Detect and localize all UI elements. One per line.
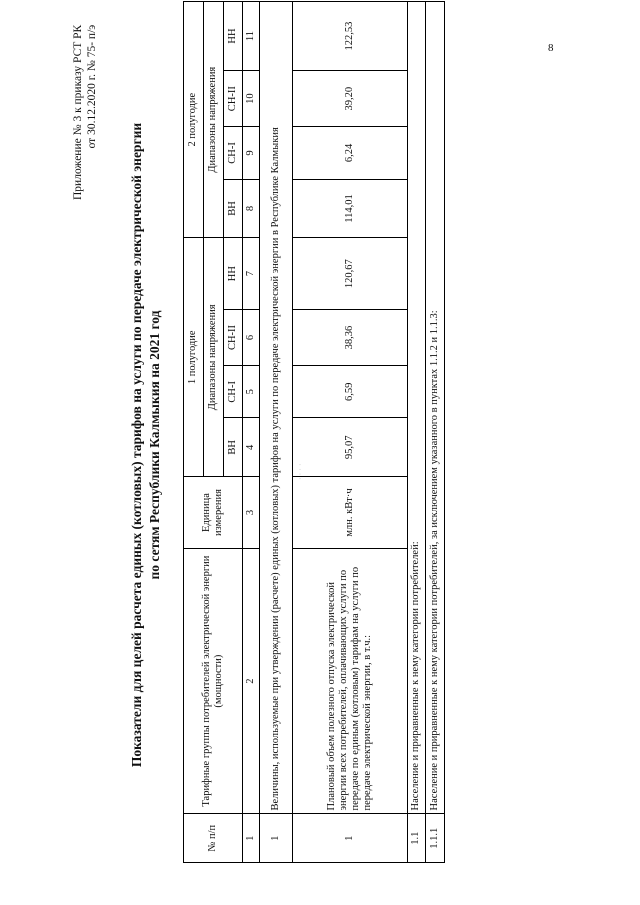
appendix-note [71, 25, 99, 200]
appendix-line-2: от 30.12.2020 г. № 75- п/э [86, 24, 98, 149]
header-voltage: НН [223, 238, 243, 310]
row-1-unit: млн. кВт·ч [293, 477, 407, 549]
section-1-text: Величины, используемые при утверждении (расчете) единых (котловых) тарифов на услуги по передаче электрической энергии в Республике Калмыкия [259, 2, 292, 814]
header-half-1: 1 полугодие [184, 238, 204, 477]
header-voltage: СН-I [223, 366, 243, 418]
scan-artifact: · · · · [296, 463, 305, 480]
row-1-1-num: 1.1 [407, 814, 426, 863]
page-number: 8 [548, 42, 554, 54]
header-group: Тарифные группы потребителей электрической энергии (мощности) [184, 548, 243, 814]
row-1-value: 38,36 [293, 309, 407, 365]
row-1-value: 114,01 [293, 179, 407, 238]
header-voltage: СН-II [223, 309, 243, 365]
row-1-1-1-num: 1.1.1 [426, 814, 445, 863]
col-number: 9 [243, 127, 260, 179]
header-voltage: СН-II [223, 71, 243, 127]
col-number: 11 [243, 2, 260, 71]
row-1-value: 6,24 [293, 127, 407, 179]
section-1-num: 1 [259, 814, 292, 863]
row-1-value: 39,20 [293, 71, 407, 127]
header-num: № п/п [184, 814, 243, 863]
row-1-value: 95,07 [293, 418, 407, 477]
row-1-value: 120,67 [293, 238, 407, 310]
header-half-2: 2 полугодие [184, 2, 204, 238]
row-1-num: 1 [293, 814, 407, 863]
row-1-value: 122,53 [293, 2, 407, 71]
col-number: 3 [243, 477, 260, 549]
tariff-table [183, 1, 445, 863]
row-1-1-1-text: Население и приравненные к нему категории потребителей, за исключением указанного в пунктах 1.1.2 и 1.1.3: [426, 2, 445, 814]
header-voltage: СН-I [223, 127, 243, 179]
col-number: 6 [243, 309, 260, 365]
appendix-line-1: Приложение № 3 к приказу РСТ РК [72, 24, 84, 200]
title-line-1: Показатели для целей расчета единых (котловых) тарифов на услуги по передаче электрической энергии [129, 122, 144, 768]
header-unit: Единица измерения [184, 477, 243, 549]
document-title [128, 45, 164, 845]
col-number: 8 [243, 179, 260, 238]
header-voltage: ВН [223, 179, 243, 238]
col-number: 4 [243, 418, 260, 477]
header-voltage: ВН [223, 418, 243, 477]
row-1-text: Плановый объем полезного отпуска электрической энергии всех потребителей, оплачивающих услуги по передаче по единым (котловым) тарифам на услуги по передаче электрической энергии, в т.ч.: [293, 548, 407, 814]
row-1-value: 6,59 [293, 366, 407, 418]
header-voltage: НН [223, 2, 243, 71]
col-number: 1 [243, 814, 260, 863]
header-ranges-1: Диапазоны напряжения [203, 238, 223, 477]
col-number: 7 [243, 238, 260, 310]
header-ranges-2: Диапазоны напряжения [203, 2, 223, 238]
col-number: 10 [243, 71, 260, 127]
title-line-2: по сетям Республики Калмыкия на 2021 год [147, 310, 162, 580]
row-1-1-text: Население и приравненные к нему категории потребителей: [407, 2, 426, 814]
col-number: 2 [243, 548, 260, 814]
col-number: 5 [243, 366, 260, 418]
